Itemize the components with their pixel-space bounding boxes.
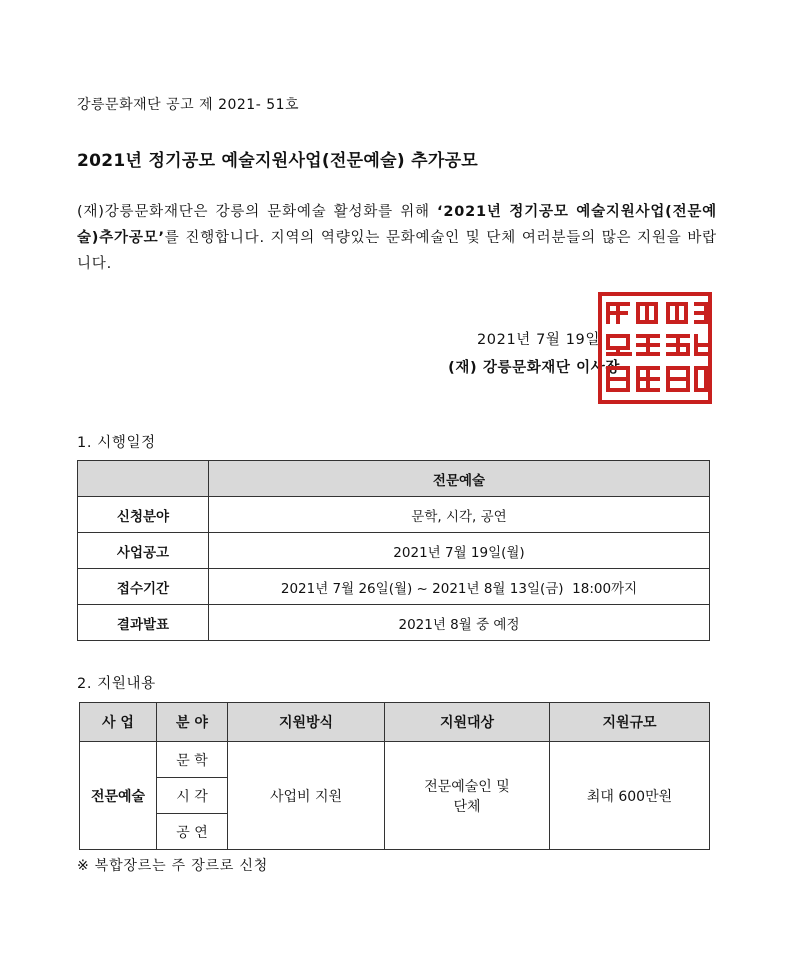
row-label: 신청분야	[78, 497, 209, 533]
header-field: 분 야	[157, 703, 228, 742]
header-scale: 지원규모	[550, 703, 710, 742]
header-method: 지원방식	[228, 703, 385, 742]
document-title: 2021년 정기공모 예술지원사업(전문예술) 추가공모	[77, 151, 479, 171]
intro-text-2: 를 진행합니다. 지역의 역량있는 문화예술인 및 단체 여러분들의 많은 지원을 바랍니다.	[77, 230, 717, 272]
header-business: 사 업	[80, 703, 157, 742]
table-header-cell: 전문예술	[209, 461, 710, 497]
table-header-row	[78, 461, 710, 497]
row-label: 사업공고	[78, 533, 209, 569]
footnote: ※ 복합장르는 주 장르로 신청	[77, 858, 269, 874]
table-row	[78, 569, 710, 605]
method-cell: 사업비 지원	[228, 742, 385, 850]
table-row	[78, 533, 710, 569]
field-cell: 공 연	[157, 814, 228, 850]
intro-highlight: ‘2021년 정기공모 예술지원사업(전문예술)추가공모’	[77, 204, 717, 246]
row-label: 결과발표	[78, 605, 209, 641]
target-cell	[385, 742, 550, 850]
row-value: 2021년 8월 중 예정	[209, 605, 710, 641]
support-table	[79, 702, 710, 850]
intro-text-1: (재)강릉문화재단은 강릉의 문화예술 활성화를 위해	[77, 204, 438, 220]
issuer-name: (재) 강릉문화재단 이사장	[448, 360, 620, 376]
table-row	[78, 605, 710, 641]
announcement-date: 2021년 7월 19일	[476, 332, 600, 348]
header-target: 지원대상	[385, 703, 550, 742]
business-cell: 전문예술	[80, 742, 157, 850]
scale-cell: 최대 600만원	[550, 742, 710, 850]
section-1-heading: 1. 시행일정	[77, 435, 156, 451]
table-header-empty	[78, 461, 209, 497]
row-label: 접수기간	[78, 569, 209, 605]
row-value: 2021년 7월 19일(월)	[209, 533, 710, 569]
table-row	[80, 742, 710, 778]
row-value: 문학, 시각, 공연	[209, 497, 710, 533]
schedule-table	[77, 460, 710, 641]
intro-paragraph	[77, 199, 717, 277]
official-seal-stamp	[598, 292, 712, 404]
target-line-2: 단체	[453, 798, 481, 815]
notice-number: 강릉문화재단 공고 제 2021- 51호	[77, 97, 300, 113]
field-cell: 시 각	[157, 778, 228, 814]
field-cell: 문 학	[157, 742, 228, 778]
table-header-row	[80, 703, 710, 742]
target-line-1: 전문예술인 및	[424, 778, 510, 795]
table-row	[78, 497, 710, 533]
section-2-heading: 2. 지원내용	[77, 676, 156, 692]
row-value: 2021년 7월 26일(월) ~ 2021년 8월 13일(금) 18:00까지	[209, 569, 710, 605]
